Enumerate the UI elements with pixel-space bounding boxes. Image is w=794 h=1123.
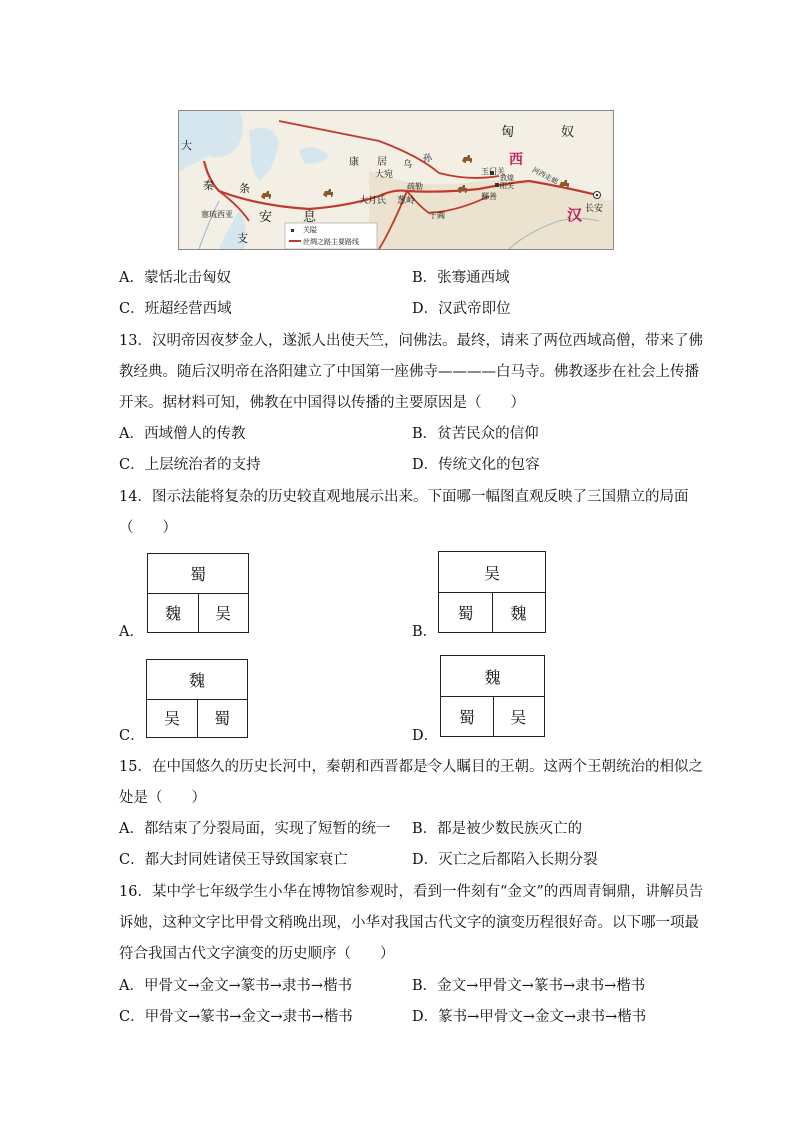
label-yumenguan: 玉门关 <box>481 167 505 176</box>
label-zhi: 支 <box>237 232 248 245</box>
q16-option-b[interactable]: B．金文→甲骨文→篆书→隶书→楷书 <box>412 978 646 994</box>
legend-route-label: 丝绸之路主要路线 <box>303 238 359 246</box>
label-shule: 疏勒 <box>407 182 423 191</box>
q16-stem-line-2: 诉她，这种文字比甲骨文稍晚出现，小华对我国古代文字的演变历程很好奇。以下哪一项最 <box>119 915 699 931</box>
diagram-b-right: 魏 <box>510 603 527 623</box>
q13-option-c[interactable]: C．上层统治者的支持 <box>119 457 261 473</box>
q14-diagram-d[interactable] <box>440 655 545 737</box>
q15-option-b[interactable]: B．都是被少数民族灭亡的 <box>412 821 583 837</box>
silk-road-map <box>178 110 614 250</box>
label-congling: 葱岭 <box>397 196 416 206</box>
q16-option-d[interactable]: D．篆书→甲骨文→金文→隶书→楷书 <box>412 1009 647 1025</box>
q12-option-a[interactable]: A．蒙恬北击匈奴 <box>119 270 231 286</box>
diagram-c-top: 魏 <box>147 660 247 700</box>
q14-diagram-b[interactable] <box>438 551 546 633</box>
aral-sea <box>299 147 329 164</box>
label-saileukia: 塞琉西亚 <box>201 210 233 219</box>
label-xiyu-xi: 西 <box>509 152 523 168</box>
diagram-b-left: 蜀 <box>439 592 493 632</box>
q13-stem-line-3: 开来。据材料可知，佛教在中国得以传播的主要原因是（ ） <box>119 395 525 411</box>
camel-icon <box>462 155 472 163</box>
caspian-sea <box>249 128 279 181</box>
diagram-d-top: 魏 <box>441 656 544 697</box>
label-hexi: 河西走廊 <box>530 165 560 187</box>
q14-stem-line-1: 14．图示法能将复杂的历史较直观地展示出来。下面哪一幅图直观反映了三国鼎立的局面 <box>119 489 689 505</box>
q12-option-b[interactable]: B．张骞通西域 <box>412 270 510 286</box>
q16-stem-line-1: 16．某中学七年级学生小华在博物馆参观时，看到一件刻有“金文”的西周青铜鼎，讲解员告 <box>119 884 704 900</box>
q12-option-c[interactable]: C．班超经营西域 <box>119 301 232 317</box>
q13-option-b[interactable]: B．贫苦民众的信仰 <box>412 426 539 442</box>
yangguan-pass-marker <box>495 183 499 187</box>
label-yangguan: 阳关 <box>500 182 514 190</box>
q13-option-d[interactable]: D．传统文化的包容 <box>412 457 540 473</box>
q15-stem-line-2: 处是（ ） <box>119 790 206 806</box>
diagram-c-left: 吴 <box>147 699 198 738</box>
label-an: 安 <box>259 210 273 225</box>
q14-option-c-label[interactable]: C． <box>119 728 145 744</box>
diagram-a-left: 魏 <box>148 593 199 632</box>
q13-stem-line-1: 13．汉明帝因夜梦金人，遂派人出使天竺，问佛法。最终，请来了两位西域高僧，带来了佛 <box>119 333 703 349</box>
q15-stem-line-1: 15．在中国悠久的历史长河中，秦朝和西晋都是令人瞩目的王朝。这两个王朝统治的相似之 <box>119 759 703 775</box>
legend-pass-label: 关隘 <box>303 226 317 234</box>
q13-option-a[interactable]: A．西域僧人的传教 <box>119 426 246 442</box>
label-xiongnu-1: 匈 <box>501 125 515 140</box>
changan-marker-dot <box>596 194 599 197</box>
label-wu: 乌 <box>403 160 413 170</box>
label-dawan: 大宛 <box>375 170 394 180</box>
label-xi: 息 <box>303 210 317 225</box>
label-shanshan: 鄯善 <box>481 192 497 201</box>
diagram-c-right: 蜀 <box>213 709 230 729</box>
label-sun: 孙 <box>423 154 433 164</box>
diagram-a-right: 吴 <box>214 604 231 623</box>
diagram-a-top: 蜀 <box>148 554 248 594</box>
q14-option-d-label[interactable]: D． <box>412 728 439 744</box>
label-tiao: 条 <box>239 182 250 195</box>
q15-option-a[interactable]: A．都结束了分裂局面，实现了短暂的统一 <box>119 821 391 837</box>
q14-option-a-label[interactable]: A． <box>119 624 144 640</box>
label-han: 汉 <box>567 206 583 224</box>
label-changan: 长安 <box>585 204 604 214</box>
diagram-d-right: 吴 <box>510 707 527 727</box>
q13-stem-line-2: 教经典。随后汉明帝在洛阳建立了中国第一座佛寺————白马寺。佛教逐步在社会上传播 <box>119 364 699 380</box>
label-da: 大 <box>181 139 192 152</box>
q14-diagram-a[interactable] <box>147 553 249 633</box>
q14-stem-line-2: （ ） <box>119 520 177 536</box>
label-dunhuang: 敦煌 <box>500 174 514 182</box>
q14-option-b-label[interactable]: B． <box>412 624 438 640</box>
camel-icon <box>323 189 333 197</box>
label-kang: 康 <box>349 157 359 168</box>
diagram-d-left: 蜀 <box>441 696 494 736</box>
diagram-b-top: 吴 <box>439 552 545 593</box>
camel-icon <box>261 191 271 199</box>
q16-option-a[interactable]: A．甲骨文→金文→篆书→隶书→楷书 <box>119 978 353 994</box>
label-yutian: 于阗 <box>429 211 445 220</box>
q16-option-c[interactable]: C．甲骨文→篆书→金文→隶书→楷书 <box>119 1009 353 1025</box>
label-dayuezhi: 大月氏 <box>359 196 387 206</box>
q16-stem-line-3: 符合我国古代文字演变的历史顺序（ ） <box>119 946 395 962</box>
q12-option-d[interactable]: D．汉武帝即位 <box>412 301 511 317</box>
q15-option-c[interactable]: C．都大封同姓诸侯王导致国家衰亡 <box>119 852 348 868</box>
label-xiongnu-2: 奴 <box>561 125 575 140</box>
q14-diagram-c[interactable] <box>146 659 248 738</box>
label-ju: 居 <box>377 157 387 168</box>
legend-pass-symbol <box>291 229 294 232</box>
q15-option-d[interactable]: D．灭亡之后都陷入长期分裂 <box>412 852 598 868</box>
label-qin: 秦 <box>203 179 214 192</box>
